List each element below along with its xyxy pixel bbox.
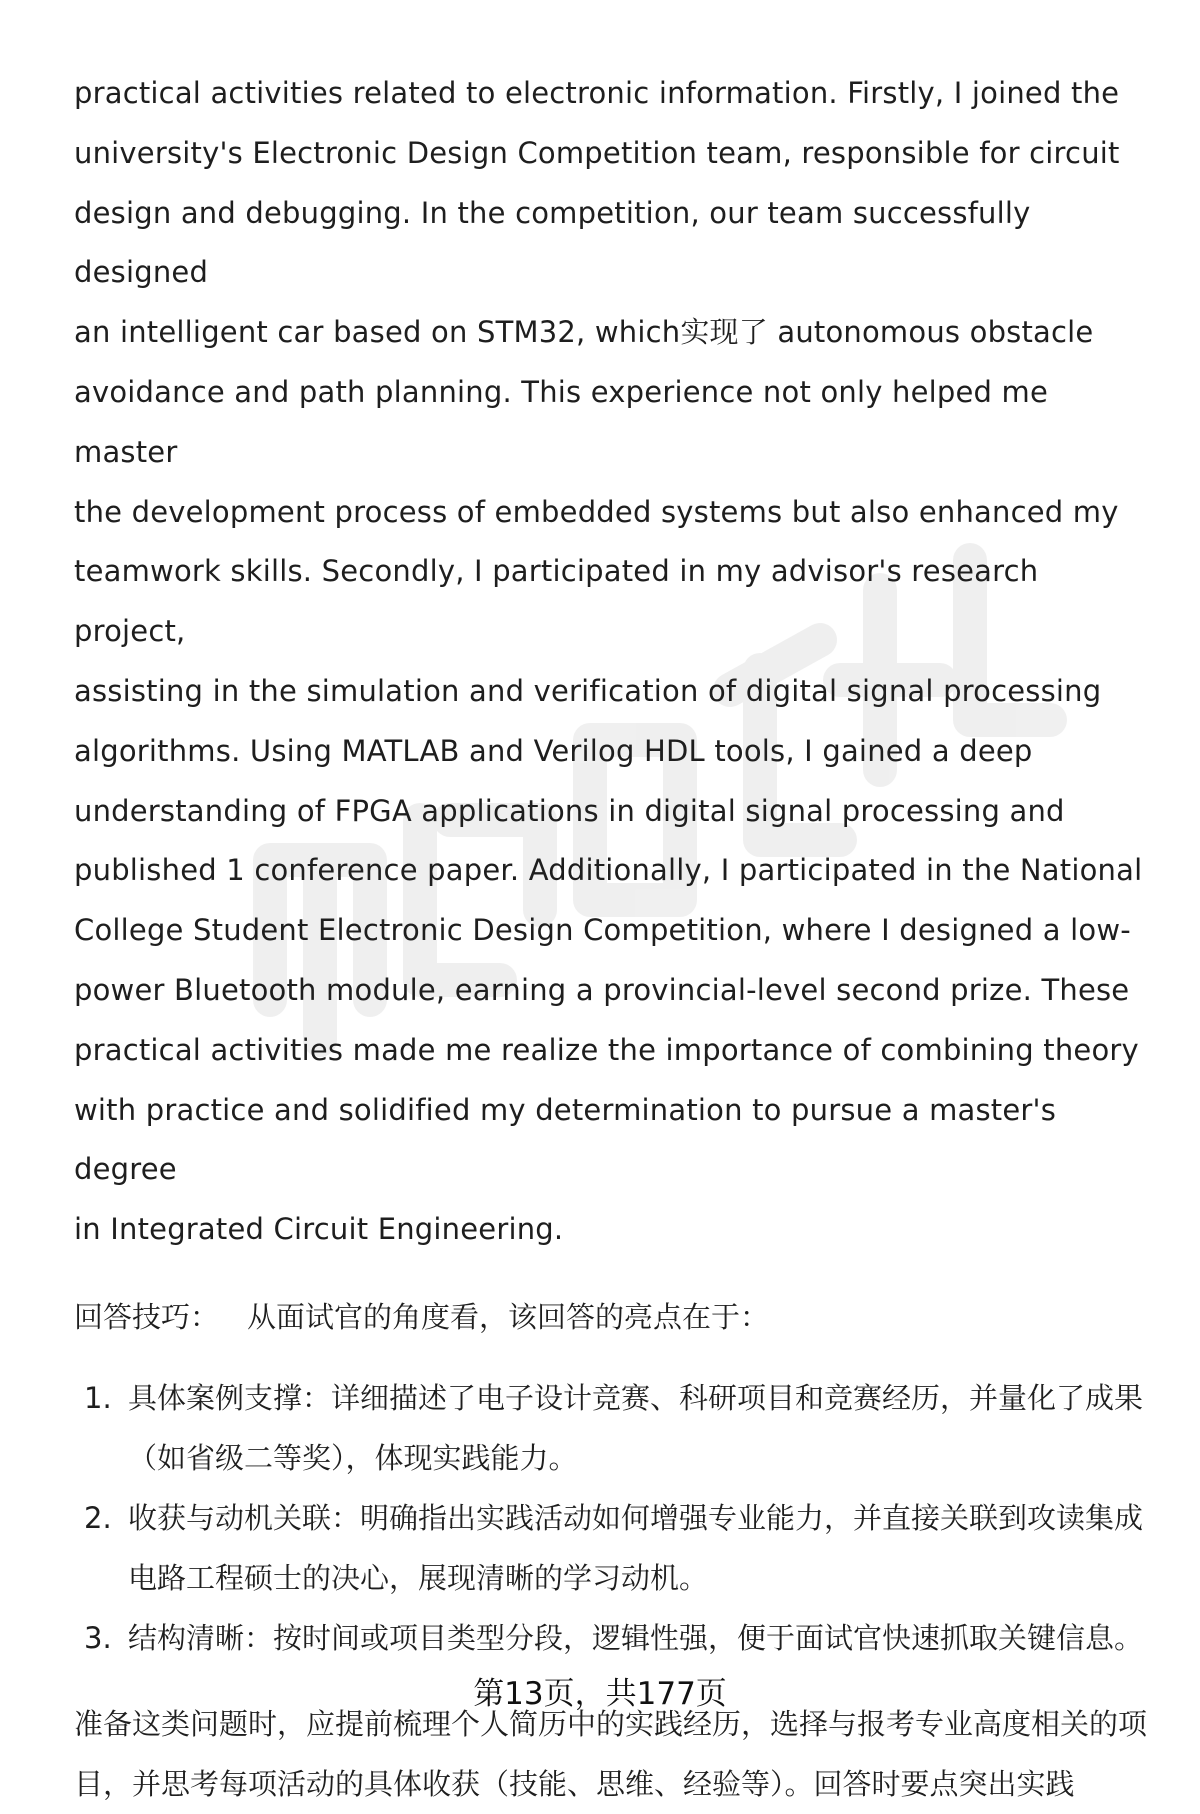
list-item-number: 3.	[84, 1620, 112, 1655]
list-item-number: 2.	[84, 1500, 112, 1535]
list-item-text: 收获与动机关联：明确指出实践活动如何增强专业能力，并直接关联到攻读集成电路工程硕士的决心，展现清晰的学习动机。	[128, 1500, 1144, 1595]
answer-tips-line	[74, 1288, 1154, 1346]
closing-paragraph: 准备这类问题时，应提前梳理个人简历中的实践经历，选择与报考专业高度相关的项目，并思考每项活动的具体收获（技能、思维、经验等）。回答时要点突出实践	[74, 1706, 1148, 1801]
list-item-text: 具体案例支撑：详细描述了电子设计竞赛、科研项目和竞赛经历，并量化了成果（如省级二等奖），体现实践能力。	[128, 1380, 1144, 1475]
list-item-number: 1.	[84, 1380, 112, 1415]
list-item	[74, 1368, 1154, 1488]
body-paragraph: practical activities related to electronic information. Firstly, I joined the university's Electronic Design Competition team, responsible for circuit design and debugging. In the competition, our team successfully designed an intelligent car based on STM32, which实现了 autonomous obstacle avoidance and path planning. This experience not only helped me master the development process of embedded systems but also enhanced my teamwork skills. Secondly, I participated in my advisor's research project, assisting in the simulation and verification of digital signal processing algorithms. Using MATLAB and Verilog HDL tools, I gained a deep understanding of FPGA applications in digital signal processing and published 1 conference paper. Additionally, I participated in the National College Student Electronic Design Competition, where I designed a low- power Bluetooth module, earning a provincial-level second prize. These practical activities made me realize the importance of combining theory with practice and solidified my determination to pursue a master's degree in Integrated Circuit Engineering.	[74, 76, 1143, 1247]
list-item-text: 结构清晰：按时间或项目类型分段，逻辑性强，便于面试官快速抓取关键信息。	[128, 1620, 1144, 1655]
page-number-footer: 第13页，共177页	[473, 1676, 727, 1712]
list-item	[74, 1488, 1154, 1608]
answer-tips-label: 回答技巧：	[74, 1299, 220, 1334]
answer-tips-intro: 从面试官的角度看，该回答的亮点在于：	[247, 1299, 770, 1334]
page-content	[74, 64, 1154, 1814]
list-item	[74, 1608, 1154, 1668]
highlight-points-list	[74, 1368, 1154, 1668]
